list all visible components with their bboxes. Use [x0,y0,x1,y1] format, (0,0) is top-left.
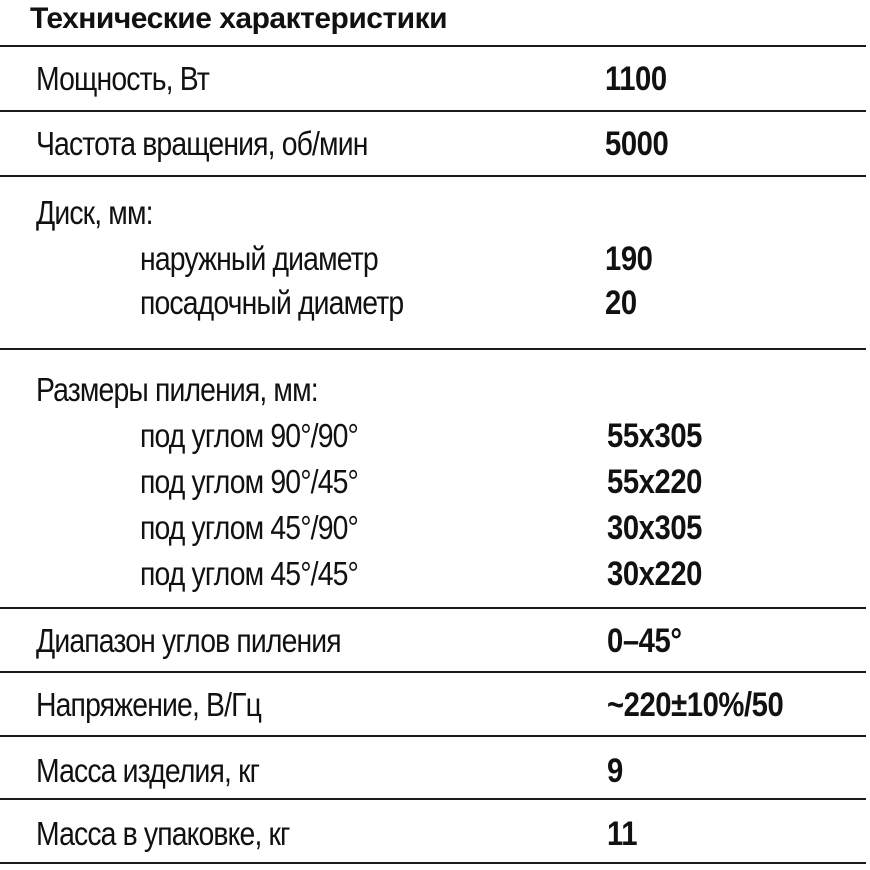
spec-label: Частота вращения, об/мин [36,125,368,162]
spec-value: 0–45° [607,622,682,660]
spec-label: Напряжение, В/Гц [36,686,262,723]
spec-row-packaged-mass [0,798,866,864]
spec-sub-value: 30x305 [607,509,703,547]
spec-label: Размеры пиления, мм: [36,371,318,408]
spec-row-angle-range [0,607,866,671]
spec-value: ~220±10%/50 [607,686,784,724]
spec-label: Масса в упаковке, кг [36,815,290,852]
spec-sub-value: 55x220 [607,463,703,501]
spec-sub-label: под углом 45°/90° [140,509,359,546]
spec-sub-value: 55x305 [607,417,703,455]
spec-sub-value: 20 [605,284,637,322]
spec-sub-value: 190 [605,240,653,278]
spec-value: 11 [607,815,638,853]
spec-row-disk [0,175,866,348]
spec-label: Масса изделия, кг [36,752,260,789]
spec-sub-label: под углом 90°/90° [140,417,359,454]
spec-label: Мощность, Вт [36,60,209,97]
spec-sub-label: под углом 90°/45° [140,463,359,500]
spec-label: Диск, мм: [36,194,153,231]
spec-sub-label: наружный диаметр [140,240,378,277]
spec-value: 5000 [605,125,669,163]
spec-value: 9 [607,752,623,790]
spec-label: Диапазон углов пиления [36,622,341,659]
spec-sub-value: 30x220 [607,555,703,593]
page-title: Технические характеристики [30,2,448,35]
spec-value: 1100 [605,60,667,98]
spec-row-cutting-dimensions [0,348,866,607]
spec-sub-label: посадочный диаметр [140,284,404,321]
spec-row-product-mass [0,735,866,798]
spec-row-power [0,45,866,110]
spec-sub-label: под углом 45°/45° [140,555,359,592]
spec-row-voltage [0,671,866,735]
spec-row-rotation-speed [0,110,866,175]
